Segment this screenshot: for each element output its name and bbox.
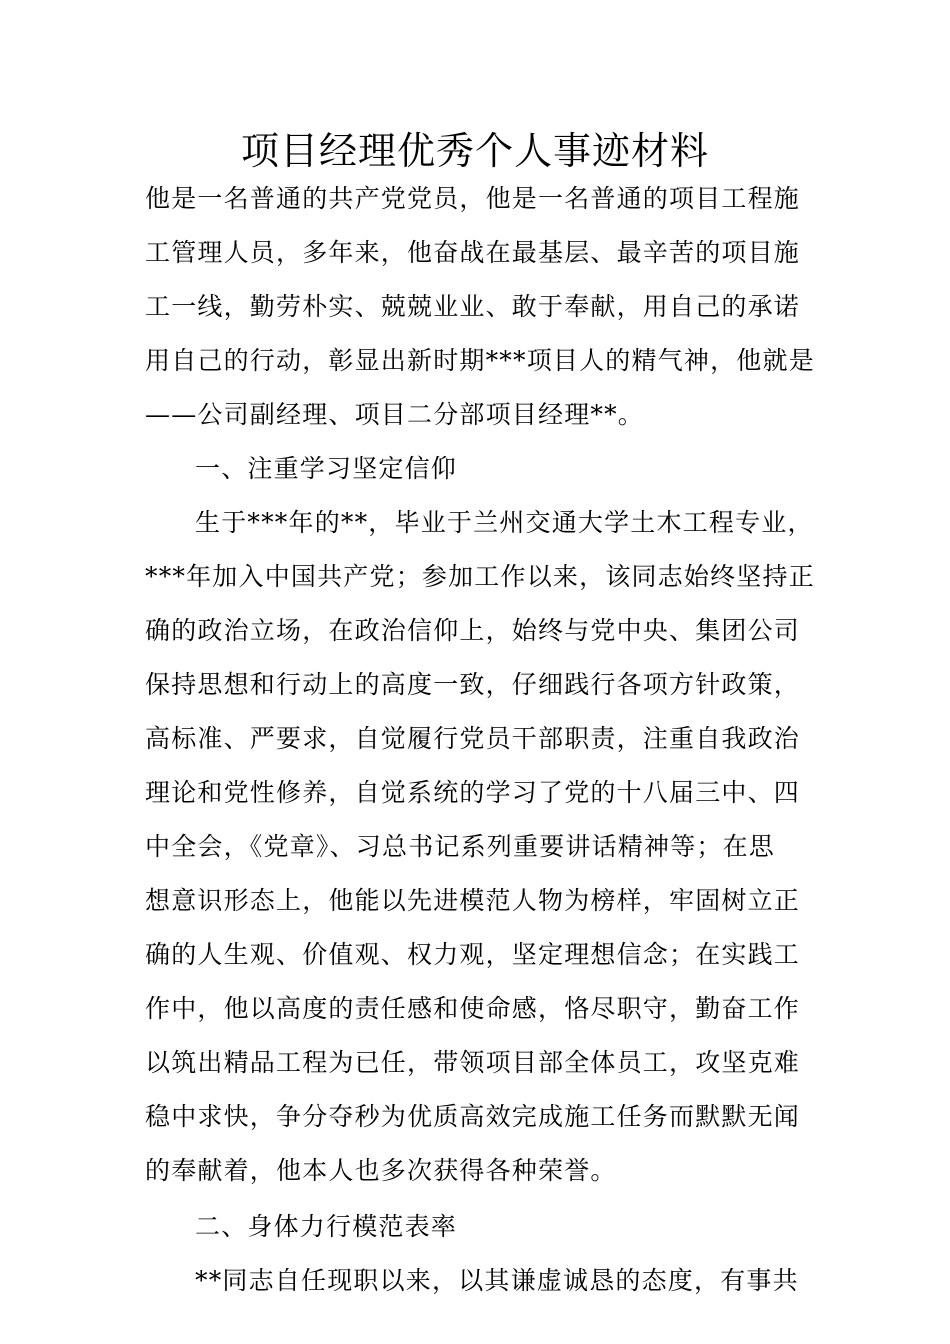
text-line: 以筑出精品工程为已任，带领项目部全体员工，攻坚克难	[145, 1048, 801, 1077]
text-line: ——公司副经理、项目二分部项目经理**。	[145, 400, 645, 429]
text-line: **同志自任现职以来，以其谦虚诚恳的态度，有事共	[195, 1266, 799, 1295]
text-line: 作中，他以高度的责任感和使命感，恪尽职守，勤奋工作	[145, 994, 801, 1023]
text-line: 他是一名普通的共产党党员，他是一名普通的项目工程施	[145, 184, 801, 213]
text-line: 用自己的行动，彰显出新时期***项目人的精气神，他就是	[145, 346, 815, 375]
text-line: 理论和党性修养，自觉系统的学习了党的十八届三中、四	[145, 778, 801, 807]
text-line: 想意识形态上，他能以先进模范人物为榜样，牢固树立正	[145, 886, 801, 915]
text-line: 稳中求快，争分夺秒为优质高效完成施工任务而默默无闻	[145, 1102, 801, 1131]
section-heading-1: 一、注重学习坚定信仰	[195, 454, 458, 483]
text-line: 确的政治立场，在政治信仰上，始终与党中央、集团公司	[145, 616, 801, 645]
text-line: 生于***年的**，毕业于兰州交通大学土木工程专业，	[195, 508, 814, 537]
document-title: 项目经理优秀个人事迹材料	[240, 129, 709, 173]
section-heading-2: 二、身体力行模范表率	[195, 1212, 458, 1241]
text-line: 工管理人员，多年来，他奋战在最基层、最辛苦的项目施	[145, 238, 801, 267]
text-line: 的奉献着，他本人也多次获得各种荣誉。	[145, 1156, 617, 1185]
text-line: 确的人生观、价值观、权力观，坚定理想信念；在实践工	[145, 940, 801, 969]
text-line: ***年加入中国共产党；参加工作以来，该同志始终坚持正	[145, 562, 815, 591]
text-line: 工一线，勤劳朴实、兢兢业业、敢于奉献，用自己的承诺	[145, 292, 801, 321]
text-line: 高标准、严要求，自觉履行党员干部职责，注重自我政治	[145, 724, 801, 753]
text-line: 保持思想和行动上的高度一致，仔细践行各项方针政策，	[145, 670, 801, 699]
document-body	[145, 172, 815, 1308]
text-line: 中全会，《党章》、习总书记系列重要讲话精神等；在思	[145, 832, 776, 861]
